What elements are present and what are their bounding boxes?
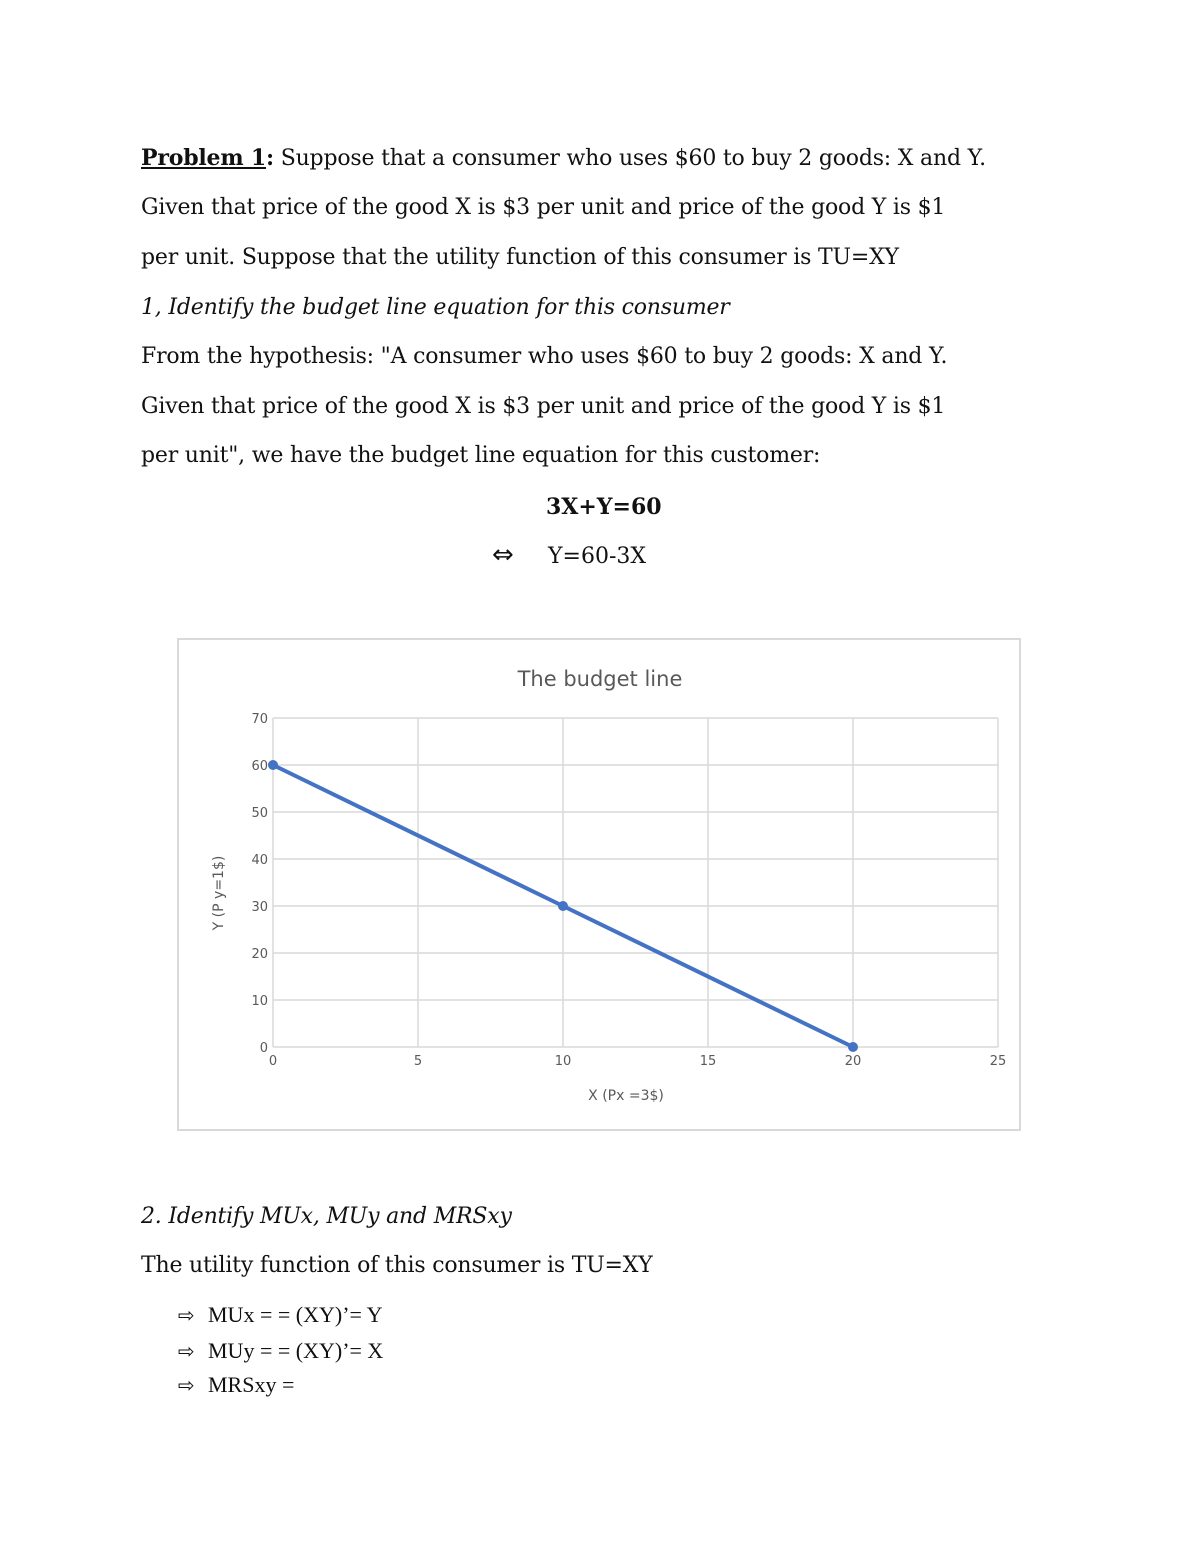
data-point: [558, 901, 568, 911]
y-tick-label: 40: [251, 853, 268, 868]
q1-paragraph-2: Given that price of the good X is $3 per unit and price of the good Y is $1: [141, 394, 946, 419]
problem-line-2: Given that price of the good X is $3 per unit and price of the good Y is $1: [141, 195, 946, 220]
question-1-heading: 1, Identify the budget line equation for this consumer: [141, 295, 730, 320]
list-item: [178, 1372, 294, 1398]
muy-formula: MUy = = (XY)’= X: [208, 1338, 384, 1363]
x-tick-label: 25: [989, 1054, 1007, 1069]
y-tick-label: 50: [251, 806, 268, 821]
y-tick-label: 0: [259, 1041, 268, 1056]
data-point: [848, 1042, 858, 1052]
problem-text-1: Suppose that a consumer who uses $60 to buy 2 goods: X and Y.: [273, 146, 986, 171]
chart-grid: [273, 718, 998, 1047]
q1-paragraph-1: From the hypothesis: "A consumer who uses $60 to buy 2 goods: X and Y.: [141, 344, 948, 369]
q1-paragraph-3: per unit", we have the budget line equation for this customer:: [141, 443, 821, 468]
chart-svg: [179, 640, 1019, 1129]
x-axis-label: X (Px =3$): [588, 1088, 664, 1104]
mrsxy-formula: MRSxy =: [208, 1372, 295, 1397]
problem-colon: :: [266, 145, 274, 171]
list-item: [178, 1338, 383, 1364]
y-tick-label: 60: [251, 759, 268, 774]
y-tick-label: 70: [251, 712, 268, 727]
arrow-right-icon: ⇨: [178, 1373, 195, 1397]
arrow-right-icon: ⇨: [178, 1339, 195, 1363]
x-tick-label: 15: [699, 1054, 717, 1069]
budget-line-chart: [177, 638, 1021, 1131]
y-axis-label: Y (P y=1$): [211, 855, 227, 931]
problem-line-1: [141, 145, 986, 171]
x-tick-label: 5: [413, 1054, 423, 1069]
chart-title: The budget line: [517, 667, 683, 691]
x-tick-labels: [269, 1054, 1006, 1069]
equivalence-icon: ⇔: [492, 540, 514, 570]
x-tick-label: 10: [554, 1054, 572, 1069]
budget-equation-solved: Y=60-3X: [548, 544, 647, 569]
problem-label: Problem 1: [141, 145, 266, 171]
y-tick-label: 30: [251, 900, 268, 915]
problem-line-3: per unit. Suppose that the utility function of this consumer is TU=XY: [141, 245, 899, 270]
y-tick-label: 10: [251, 994, 268, 1009]
y-tick-labels: [251, 712, 268, 1056]
list-item: [178, 1302, 383, 1328]
y-tick-label: 20: [251, 947, 268, 962]
x-tick-label: 20: [844, 1054, 862, 1069]
question-2-heading: 2. Identify MUx, MUy and MRSxy: [141, 1204, 512, 1229]
x-tick-label: 0: [268, 1054, 278, 1069]
arrow-right-icon: ⇨: [178, 1303, 195, 1327]
q2-paragraph-1: The utility function of this consumer is TU=XY: [141, 1253, 653, 1278]
budget-equation: 3X+Y=60: [546, 494, 662, 520]
mux-formula: MUx = = (XY)’= Y: [208, 1302, 383, 1327]
data-point: [268, 760, 278, 770]
